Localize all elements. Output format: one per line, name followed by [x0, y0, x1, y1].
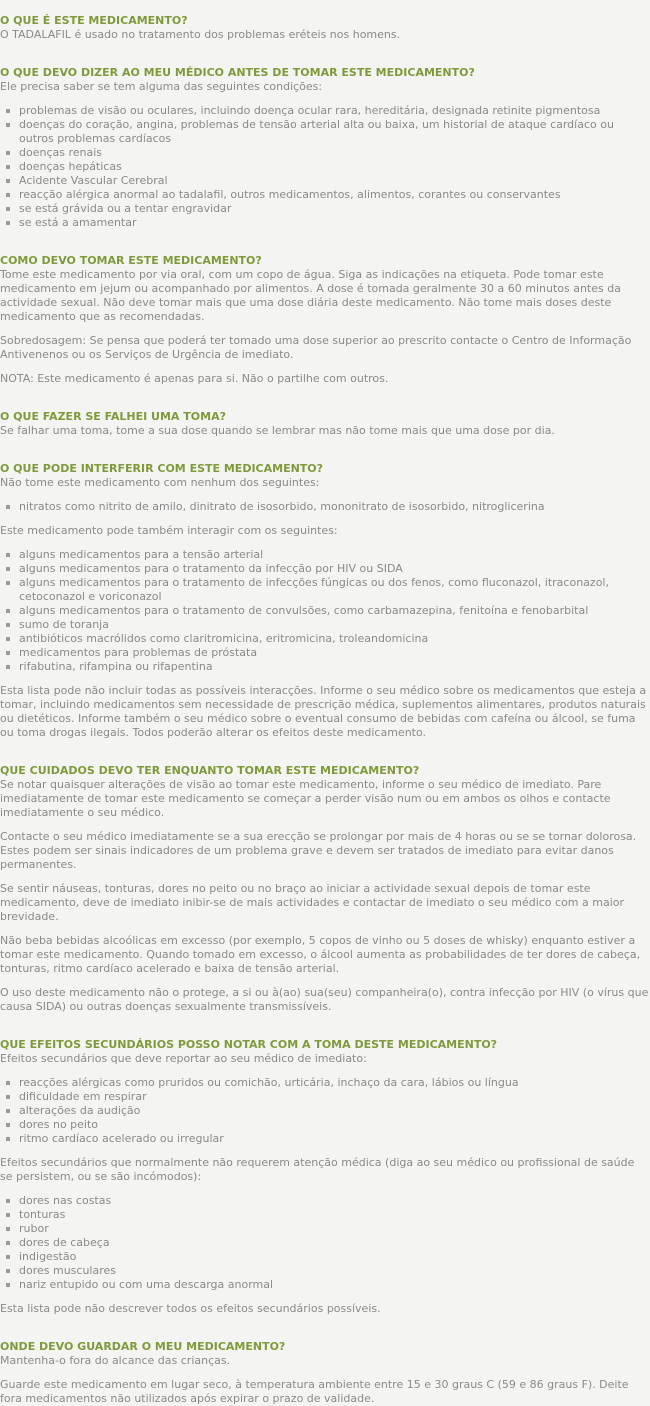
list-item: doenças renais	[0, 146, 650, 160]
list-item: alguns medicamentos para o tratamento da infecção por HIV ou SIDA	[0, 562, 650, 576]
section-paragraph: Guarde este medicamento em lugar seco, à temperatura ambiente entre 15 e 30 graus C (59 e 86 graus F). Deite fora medicamentos não utilizados após expirar o prazo de validade.	[0, 1378, 629, 1405]
list-item: se está grávida ou a tentar engravidar	[0, 202, 650, 216]
section-paragraph: O uso deste medicamento não o protege, a si ou à(ao) sua(seu) companheira(o), contra infecção por HIV (o vírus que causa SIDA) ou outras doenças sexualmente transmissíveis.	[0, 986, 649, 1013]
section-heading: O QUE É ESTE MEDICAMENTO?	[0, 14, 188, 27]
leaflet-section	[0, 254, 650, 386]
leaflet-section	[0, 462, 650, 740]
list-item: medicamentos para problemas de próstata	[0, 646, 650, 660]
section-paragraph: Se sentir náuseas, tonturas, dores no peito ou no braço ao iniciar a actividade sexual depois de tomar este medicamento, deve de imediato inibir-se de mais actividades e contactar de imediato o seu médico com a maior brevidade.	[0, 882, 625, 923]
section-heading: QUE CUIDADOS DEVO TER ENQUANTO TOMAR ESTE MEDICAMENTO?	[0, 764, 420, 777]
list-item: antibióticos macrólidos como claritromicina, eritromicina, troleandomicina	[0, 632, 650, 646]
section-heading: QUE EFEITOS SECUNDÁRIOS POSSO NOTAR COM A TOMA DESTE MEDICAMENTO?	[0, 1038, 498, 1051]
list-item: sumo de toranja	[0, 618, 650, 632]
bullet-list	[0, 548, 650, 674]
section-paragraph: Ele precisa saber se tem alguma das seguintes condições:	[0, 80, 323, 93]
section-heading: O QUE DEVO DIZER AO MEU MÉDICO ANTES DE TOMAR ESTE MEDICAMENTO?	[0, 66, 475, 79]
list-item: dores musculares	[0, 1264, 650, 1278]
section-heading: O QUE PODE INTERFERIR COM ESTE MEDICAMENTO?	[0, 462, 324, 475]
list-item: reacções alérgicas como pruridos ou comichão, urticária, inchaço da cara, lábios ou língua	[0, 1076, 650, 1090]
leaflet-section	[0, 410, 650, 438]
bullet-list	[0, 1076, 650, 1146]
list-item: nariz entupido ou com uma descarga anormal	[0, 1278, 650, 1292]
section-paragraph: Não beba bebidas alcoólicas em excesso (por exemplo, 5 copos de vinho ou 5 doses de whisky) enquanto estiver a tomar este medicamento. Quando tomado em excesso, o álcool aumenta as probabilidades de ter dores de cabeça, tonturas, ritmo cardíaco acelerado e baixa de tensão arterial.	[0, 934, 641, 975]
section-paragraph: Efeitos secundários que normalmente não requerem atenção médica (diga ao seu médico ou profissional de saúde se persistem, ou se são incómodos):	[0, 1156, 635, 1183]
bullet-list	[0, 104, 650, 230]
section-heading: O QUE FAZER SE FALHEI UMA TOMA?	[0, 410, 226, 423]
section-paragraph: Contacte o seu médico imediatamente se a sua erecção se prolongar por mais de 4 horas ou se se tornar dolorosa. Estes podem ser sinais indicadores de um problema grave e devem ser tratados de imediato para evitar danos permanentes.	[0, 830, 637, 871]
bullet-list	[0, 500, 650, 514]
list-item: dores no peito	[0, 1118, 650, 1132]
list-item: rifabutina, rifampina ou rifapentina	[0, 660, 650, 674]
list-item: nitratos como nitrito de amilo, dinitrato de isosorbido, mononitrato de isosorbido, nitroglicerina	[0, 500, 650, 514]
list-item: alguns medicamentos para o tratamento de convulsões, como carbamazepina, fenitoína e fenobarbital	[0, 604, 650, 618]
section-paragraph: Efeitos secundários que deve reportar ao seu médico de imediato:	[0, 1052, 367, 1065]
section-heading: COMO DEVO TOMAR ESTE MEDICAMENTO?	[0, 254, 262, 267]
list-item: ritmo cardíaco acelerado ou irregular	[0, 1132, 650, 1146]
leaflet-section	[0, 1038, 650, 1316]
section-paragraph: Este medicamento pode também interagir com os seguintes:	[0, 524, 338, 537]
section-paragraph: Não tome este medicamento com nenhum dos seguintes:	[0, 476, 320, 489]
section-paragraph: Se falhar uma toma, tome a sua dose quando se lembrar mas não tome mais que uma dose por dia.	[0, 424, 555, 437]
list-item: problemas de visão ou oculares, incluindo doença ocular rara, hereditária, designada retinite pigmentosa	[0, 104, 650, 118]
list-item: dores nas costas	[0, 1194, 650, 1208]
section-paragraph: NOTA: Este medicamento é apenas para si. Não o partilhe com outros.	[0, 372, 389, 385]
section-paragraph: O TADALAFIL é usado no tratamento dos problemas eréteis nos homens.	[0, 28, 401, 41]
list-item: dificuldade em respirar	[0, 1090, 650, 1104]
list-item: alguns medicamentos para a tensão arterial	[0, 548, 650, 562]
list-item: doenças do coração, angina, problemas de tensão arterial alta ou baixa, um historial de ataque cardíaco ou outros problemas cardíacos	[0, 118, 650, 146]
section-paragraph: Mantenha-o fora do alcance das crianças.	[0, 1354, 231, 1367]
list-item: Acidente Vascular Cerebral	[0, 174, 650, 188]
bullet-list	[0, 1194, 650, 1292]
section-paragraph: Se notar quaisquer alterações de visão ao tomar este medicamento, informe o seu médico de imediato. Pare imediatamente de tomar este medicamento se começar a perder visão num ou em ambos os olhos e contacte imediatamente o seu médico.	[0, 778, 611, 819]
section-paragraph: Sobredosagem: Se pensa que poderá ter tomado uma dose superior ao prescrito contacte o Centro de Informação Antivenenos ou os Serviços de Urgência de imediato.	[0, 334, 632, 361]
leaflet-section	[0, 1340, 650, 1406]
section-paragraph: Tome este medicamento por via oral, com um copo de água. Siga as indicações na etiqueta. Pode tomar este medicamento em jejum ou acompanhado por alimentos. A dose é tomada geralmente 30 a 60 minutos antes da actividade sexual. Não deve tomar mais que uma dose diária deste medicamento. Não tome mais doses deste medicamento que as recomendadas.	[0, 268, 621, 323]
section-paragraph: Esta lista pode não descrever todos os efeitos secundários possíveis.	[0, 1302, 381, 1315]
leaflet-section	[0, 14, 650, 42]
list-item: doenças hepáticas	[0, 160, 650, 174]
section-paragraph: Esta lista pode não incluir todas as possíveis interacções. Informe o seu médico sobre os medicamentos que esteja a tomar, incluindo medicamentos sem necessidade de prescrição médica, suplementos alimentares, produtos naturais ou dietéticos. Informe também o seu médico sobre o eventual consumo de bebidas com cafeína ou álcool, se fuma ou toma drogas ilegais. Todos poderão alterar os efeitos deste medicamento.	[0, 684, 647, 739]
section-heading: ONDE DEVO GUARDAR O MEU MEDICAMENTO?	[0, 1340, 286, 1353]
list-item: se está a amamentar	[0, 216, 650, 230]
list-item: alterações da audição	[0, 1104, 650, 1118]
list-item: indigestão	[0, 1250, 650, 1264]
list-item: alguns medicamentos para o tratamento de infecções fúngicas ou dos fenos, como fluconazol, itraconazol, cetoconazol e voriconazol	[0, 576, 650, 604]
leaflet-section	[0, 764, 650, 1014]
list-item: dores de cabeça	[0, 1236, 650, 1250]
leaflet-section	[0, 66, 650, 230]
list-item: tonturas	[0, 1208, 650, 1222]
list-item: reacção alérgica anormal ao tadalafil, outros medicamentos, alimentos, corantes ou conservantes	[0, 188, 650, 202]
list-item: rubor	[0, 1222, 650, 1236]
